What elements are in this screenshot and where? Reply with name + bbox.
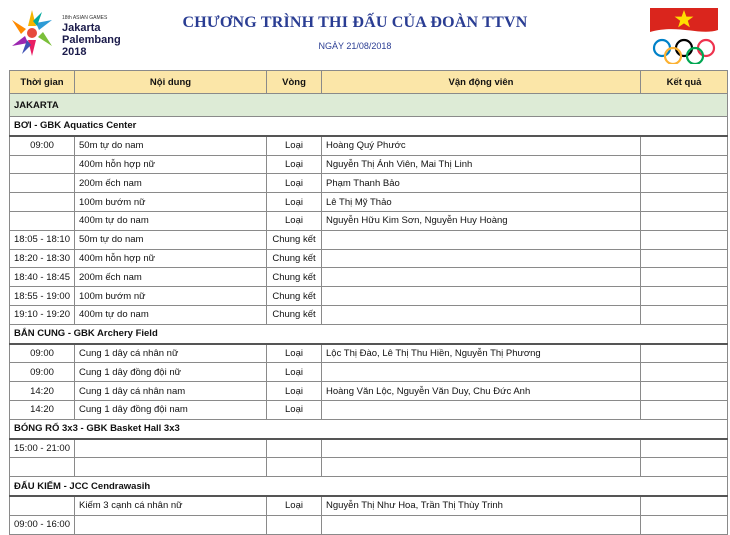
asian-games-logo (8, 6, 158, 60)
cell-result (641, 287, 728, 306)
page-date: NGÀY 21/08/2018 (318, 41, 392, 51)
table-row (10, 363, 728, 382)
cell-result (641, 439, 728, 458)
cell-time (10, 155, 75, 174)
table-row (10, 305, 728, 324)
cell-round: Chung kết (267, 249, 322, 268)
table-row (10, 496, 728, 515)
logo-line1: Jakarta (62, 22, 101, 34)
cell-event (75, 439, 267, 458)
asian-games-emblem-icon (12, 10, 52, 56)
cell-round (267, 439, 322, 458)
cell-athletes: Phạm Thanh Bảo (322, 174, 641, 193)
cell-event: 400m hỗn hợp nữ (75, 155, 267, 174)
logo-small-text: 18th ASIAN GAMES (62, 15, 108, 21)
venue-label: BÓNG RỔ 3x3 - GBK Basket Hall 3x3 (10, 419, 728, 438)
cell-time: 14:20 (10, 400, 75, 419)
cell-result (641, 174, 728, 193)
cell-athletes: Hoàng Quý Phước (322, 136, 641, 155)
page-header (0, 0, 730, 68)
table-row (10, 155, 728, 174)
cell-athletes (322, 515, 641, 534)
table-row (10, 344, 728, 363)
table-row (10, 400, 728, 419)
cell-round: Chung kết (267, 287, 322, 306)
cell-round: Loại (267, 363, 322, 382)
cell-round: Loại (267, 136, 322, 155)
cell-athletes: Hoàng Văn Lộc, Nguyễn Văn Duy, Chu Đức Anh (322, 382, 641, 401)
cell-event: 400m hỗn hợp nữ (75, 249, 267, 268)
table-header-row (10, 71, 728, 94)
cell-result (641, 496, 728, 515)
page-title: CHƯƠNG TRÌNH THI ĐẤU CỦA ĐOÀN TTVN (182, 14, 528, 31)
cell-round: Loại (267, 211, 322, 230)
cell-result (641, 211, 728, 230)
cell-round: Loại (267, 496, 322, 515)
cell-time (10, 193, 75, 212)
cell-time (10, 496, 75, 515)
cell-athletes (322, 439, 641, 458)
cell-result (641, 363, 728, 382)
cell-athletes (322, 230, 641, 249)
col-header-athletes: Vận động viên (322, 71, 641, 94)
col-header-time: Thời gian (10, 71, 75, 94)
cell-result (641, 136, 728, 155)
table-row (10, 382, 728, 401)
cell-event: Kiếm 3 cạnh cá nhân nữ (75, 496, 267, 515)
table-row (10, 193, 728, 212)
cell-event: 50m tự do nam (75, 230, 267, 249)
cell-event: 100m bướm nữ (75, 193, 267, 212)
col-header-event: Nội dung (75, 71, 267, 94)
cell-round: Loại (267, 344, 322, 363)
table-row (10, 174, 728, 193)
cell-time: 15:00 - 21:00 (10, 439, 75, 458)
cell-athletes: Lộc Thị Đào, Lê Thị Thu Hiền, Nguyễn Thị Phương (322, 344, 641, 363)
venue-row (10, 324, 728, 343)
cell-round: Chung kết (267, 230, 322, 249)
table-row (10, 515, 728, 534)
cell-time: 18:05 - 18:10 (10, 230, 75, 249)
cell-time (10, 458, 75, 477)
cell-result (641, 344, 728, 363)
cell-result (641, 382, 728, 401)
cell-event: Cung 1 dây đồng đội nam (75, 400, 267, 419)
table-row (10, 458, 728, 477)
venue-label: BƠI - GBK Aquatics Center (10, 117, 728, 136)
cell-result (641, 515, 728, 534)
cell-event (75, 458, 267, 477)
cell-athletes (322, 400, 641, 419)
cell-result (641, 305, 728, 324)
cell-event: 200m ếch nam (75, 268, 267, 287)
table-row (10, 439, 728, 458)
schedule-table (9, 70, 728, 535)
cell-result (641, 193, 728, 212)
logo-line2: Palembang (62, 34, 121, 46)
table-row (10, 268, 728, 287)
venue-row (10, 419, 728, 438)
cell-time (10, 174, 75, 193)
cell-round: Loại (267, 193, 322, 212)
venue-label: ĐẤU KIẾM - JCC Cendrawasih (10, 477, 728, 496)
cell-result (641, 230, 728, 249)
cell-athletes: Nguyễn Thị Như Hoa, Trần Thị Thùy Trinh (322, 496, 641, 515)
cell-athletes (322, 268, 641, 287)
cell-event: 50m tự do nam (75, 136, 267, 155)
table-row (10, 230, 728, 249)
cell-round: Loại (267, 382, 322, 401)
schedule-body (10, 94, 728, 535)
cell-time (10, 211, 75, 230)
cell-athletes (322, 305, 641, 324)
cell-athletes (322, 287, 641, 306)
cell-event: 200m ếch nam (75, 174, 267, 193)
cell-result (641, 249, 728, 268)
cell-athletes (322, 458, 641, 477)
cell-athletes: Lê Thị Mỹ Thảo (322, 193, 641, 212)
cell-result (641, 458, 728, 477)
cell-athletes (322, 249, 641, 268)
cell-time: 18:40 - 18:45 (10, 268, 75, 287)
cell-time: 18:20 - 18:30 (10, 249, 75, 268)
table-row (10, 287, 728, 306)
cell-event: Cung 1 dây cá nhân nữ (75, 344, 267, 363)
table-row (10, 249, 728, 268)
cell-event (75, 515, 267, 534)
cell-round: Loại (267, 174, 322, 193)
region-row (10, 94, 728, 117)
cell-time: 14:20 (10, 382, 75, 401)
cell-time: 09:00 - 16:00 (10, 515, 75, 534)
col-header-round: Vòng (267, 71, 322, 94)
venue-row (10, 117, 728, 136)
cell-result (641, 400, 728, 419)
cell-event: 400m tự do nam (75, 305, 267, 324)
cell-round: Chung kết (267, 268, 322, 287)
cell-time: 09:00 (10, 344, 75, 363)
cell-round (267, 515, 322, 534)
region-label: JAKARTA (10, 94, 728, 117)
venue-label: BẮN CUNG - GBK Archery Field (10, 324, 728, 343)
cell-time: 19:10 - 19:20 (10, 305, 75, 324)
cell-event: Cung 1 dây đồng đội nữ (75, 363, 267, 382)
cell-athletes: Nguyễn Hữu Kim Sơn, Nguyễn Huy Hoàng (322, 211, 641, 230)
cell-round: Loại (267, 155, 322, 174)
cell-result (641, 155, 728, 174)
cell-time: 09:00 (10, 363, 75, 382)
cell-athletes (322, 363, 641, 382)
olympic-rings-icon (654, 40, 714, 64)
cell-time: 18:55 - 19:00 (10, 287, 75, 306)
cell-event: 100m bướm nữ (75, 287, 267, 306)
venue-row (10, 477, 728, 496)
cell-result (641, 268, 728, 287)
logo-line3: 2018 (62, 46, 87, 58)
cell-round: Loại (267, 400, 322, 419)
cell-round: Chung kết (267, 305, 322, 324)
cell-event: Cung 1 dây cá nhân nam (75, 382, 267, 401)
olympic-flag-logo (648, 6, 720, 64)
table-row (10, 211, 728, 230)
cell-time: 09:00 (10, 136, 75, 155)
cell-event: 400m tự do nam (75, 211, 267, 230)
cell-round (267, 458, 322, 477)
col-header-result: Kết quả (641, 71, 728, 94)
table-row (10, 136, 728, 155)
cell-athletes: Nguyễn Thị Ánh Viên, Mai Thị Linh (322, 155, 641, 174)
